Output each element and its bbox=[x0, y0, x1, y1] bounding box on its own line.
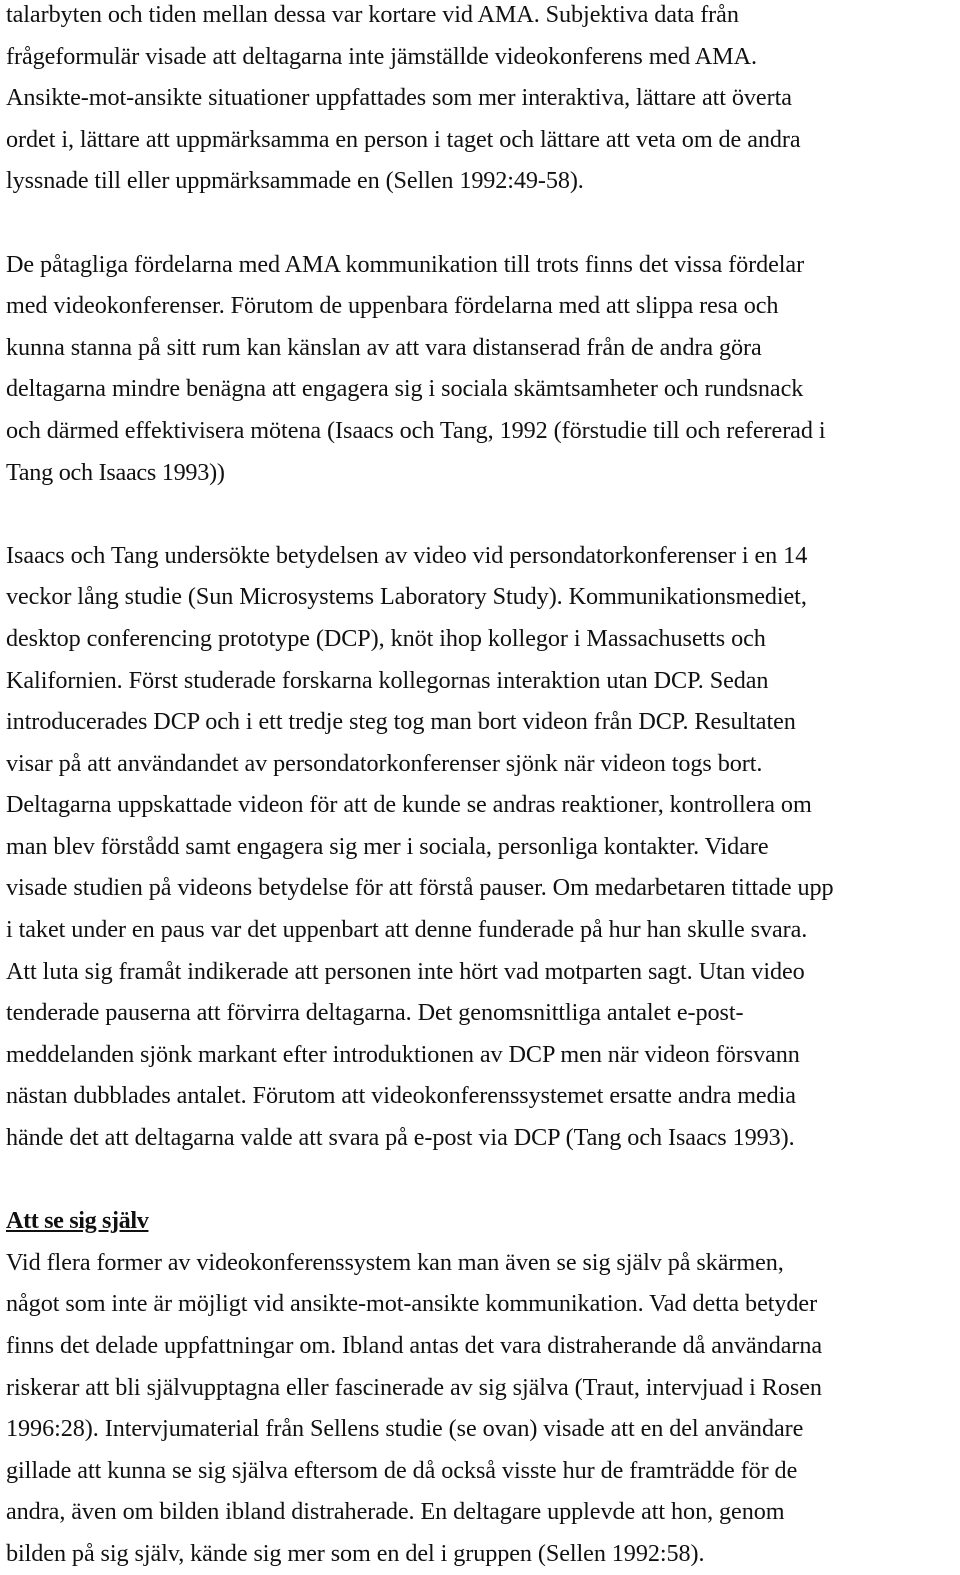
text-line: andra, även om bilden ibland distraherade. En deltagare upplevde att hon, genom bbox=[6, 1498, 785, 1526]
text-line: nästan dubblades antalet. Förutom att videokonferenssystemet ersatte andra media bbox=[6, 1082, 796, 1110]
text-line: Kalifornien. Först studerade forskarna kollegornas interaktion utan DCP. Sedan bbox=[6, 666, 769, 694]
text-line: meddelanden sjönk markant efter introduktionen av DCP men när videon försvann bbox=[6, 1040, 800, 1068]
text-line: 1996:28). Intervjumaterial från Sellens studie (se ovan) visade att en del användare bbox=[6, 1415, 804, 1443]
section-heading: Att se sig själv bbox=[6, 1207, 149, 1235]
text-line: finns det delade uppfattningar om. Ibland antas det vara distraherande då användarna bbox=[6, 1332, 823, 1359]
section bbox=[6, 1200, 960, 1574]
paragraph-gap bbox=[6, 202, 960, 244]
text-line: Isaacs och Tang undersökte betydelsen av video vid persondatorkonferenser i en 14 bbox=[6, 541, 808, 569]
text-line: något som inte är möjligt vid ansikte-mot-ansikte kommunikation. Vad detta betyder bbox=[6, 1290, 818, 1318]
text-line: veckor lång studie (Sun Microsystems Laboratory Study). Kommunikationsmediet, bbox=[6, 583, 807, 611]
text-line: med videokonferenser. Förutom de uppenbara fördelarna med att slippa resa och bbox=[6, 292, 779, 320]
text-line: desktop conferencing prototype (DCP), knöt ihop kollegor i Massachusetts och bbox=[6, 624, 766, 652]
text-line: riskerar att bli självupptagna eller fascinerade av sig själva (Traut, intervjuad i Rosen bbox=[6, 1373, 822, 1401]
document-page bbox=[6, 0, 960, 1575]
text-line: talarbyten och tiden mellan dessa var kortare vid AMA. Subjektiva data från bbox=[6, 1, 739, 28]
text-line: hände det att deltagarna valde att svara på e-post via DCP (Tang och Isaacs 1993). bbox=[6, 1124, 795, 1152]
text-line: Deltagarna uppskattade videon för att de kunde se andras reaktioner, kontrollera om bbox=[6, 791, 812, 819]
paragraph-gap bbox=[6, 493, 960, 535]
text-line: Att luta sig framåt indikerade att personen inte hört vad motparten sagt. Utan video bbox=[6, 957, 805, 985]
text-line: frågeformulär visade att deltagarna inte jämställde videokonferens med AMA. bbox=[6, 42, 757, 70]
text-line: i taket under en paus var det uppenbart att denne funderade på hur han skulle svara. bbox=[6, 916, 808, 944]
paragraph bbox=[6, 535, 960, 1159]
text-line: och därmed effektivisera mötena (Isaacs och Tang, 1992 (förstudie till och refererad i bbox=[6, 416, 826, 444]
text-line: bilden på sig själv, kände sig mer som en del i gruppen (Sellen 1992:58). bbox=[6, 1539, 705, 1567]
text-line: visar på att användandet av persondatorkonferenser sjönk när videon togs bort. bbox=[6, 749, 763, 777]
paragraph bbox=[6, 0, 960, 202]
text-line: De påtagliga fördelarna med AMA kommunikation till trots finns det vissa fördelar bbox=[6, 250, 805, 278]
text-line: man blev förstådd samt engagera sig mer i sociala, personliga kontakter. Vidare bbox=[6, 832, 769, 860]
text-line: deltagarna mindre benägna att engagera sig i sociala skämtsamheter och rundsnack bbox=[6, 375, 804, 403]
paragraph bbox=[6, 244, 960, 494]
paragraph-gap bbox=[6, 1159, 960, 1201]
text-line: Ansikte-mot-ansikte situationer uppfattades som mer interaktiva, lättare att överta bbox=[6, 84, 792, 112]
text-line: Tang och Isaacs 1993)) bbox=[6, 458, 225, 486]
text-line: lyssnade till eller uppmärksammade en (Sellen 1992:49-58). bbox=[6, 167, 584, 195]
text-line: tenderade pauserna att förvirra deltagarna. Det genomsnittliga antalet e-post- bbox=[6, 999, 744, 1027]
text-line: introducerades DCP och i ett tredje steg tog man bort videon från DCP. Resultaten bbox=[6, 708, 796, 736]
text-line: ordet i, lättare att uppmärksamma en person i taget och lättare att veta om de andra bbox=[6, 125, 801, 153]
text-line: Vid flera former av videokonferenssystem kan man även se sig själv på skärmen, bbox=[6, 1248, 784, 1276]
text-line: gillade att kunna se sig själva eftersom de då också visste hur de framträdde för de bbox=[6, 1456, 798, 1484]
text-line: visade studien på videons betydelse för att förstå pauser. Om medarbetaren tittade upp bbox=[6, 874, 834, 902]
text-line: kunna stanna på sitt rum kan känslan av att vara distanserad från de andra göra bbox=[6, 333, 762, 361]
